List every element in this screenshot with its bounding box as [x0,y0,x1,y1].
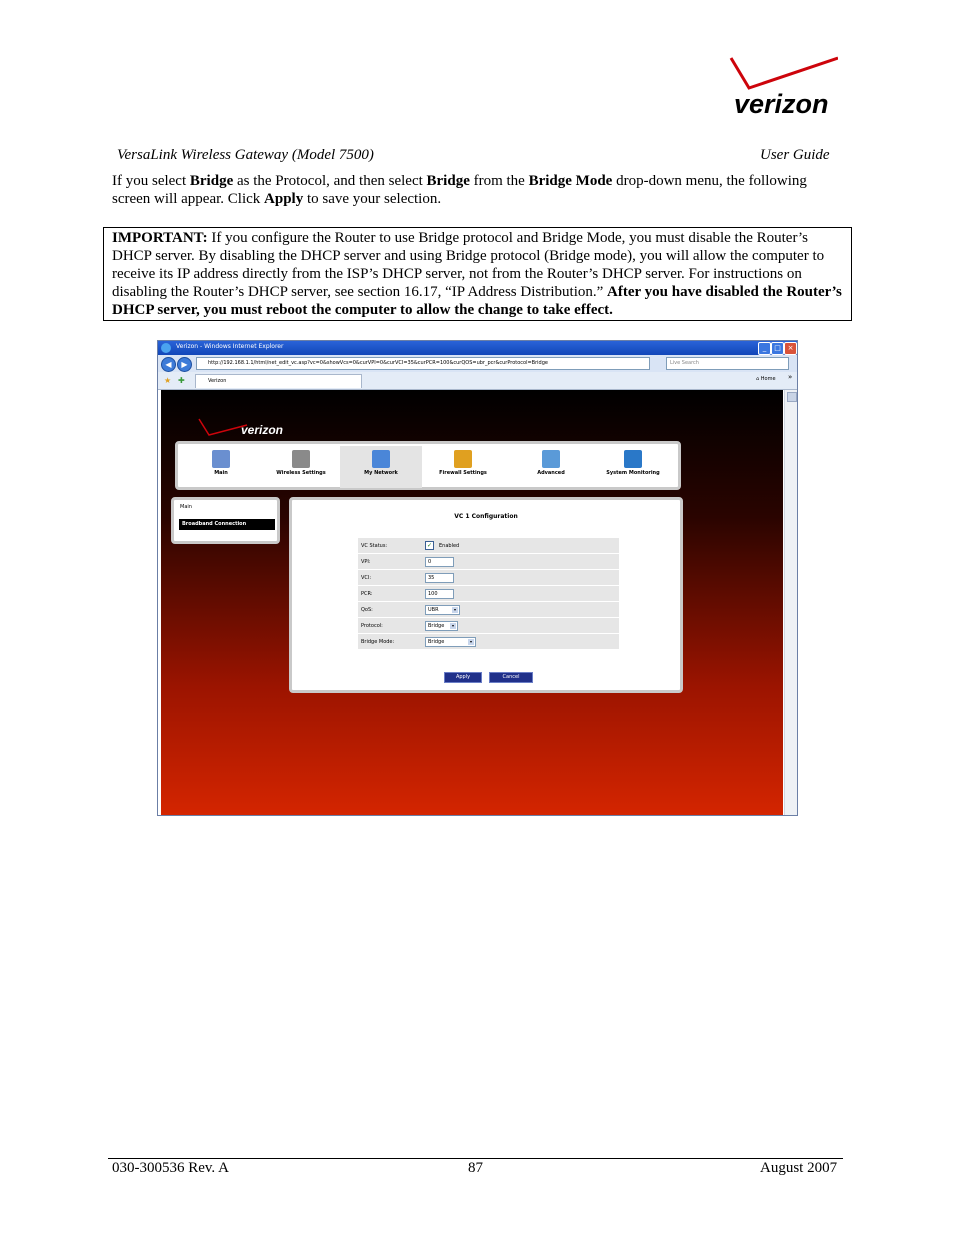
ie-icon [161,343,171,353]
vpi-input[interactable]: 0 [425,557,454,567]
protocol-select[interactable]: Bridge ▾ [425,621,458,631]
monitoring-icon [624,450,642,468]
important-label: IMPORTANT: [112,230,208,246]
config-panel [289,497,683,693]
scroll-up-icon[interactable] [787,392,797,402]
chevron-down-icon: ▾ [453,607,456,612]
row-bridge-mode: Bridge Mode: Bridge ▾ [358,634,619,650]
qos-select[interactable]: UBR ▾ [425,605,460,615]
apply-button[interactable]: Apply [444,672,482,683]
nav-advanced[interactable]: Advanced [510,446,592,488]
doc-title: VersaLink Wireless Gateway (Model 7500) [117,147,374,163]
forward-icon[interactable]: ▶ [177,357,192,372]
search-input[interactable]: Live Search [666,357,789,370]
logo-text: verizon [734,89,829,119]
nav-system-monitoring[interactable]: System Monitoring [592,446,674,488]
tab-verizon[interactable]: Verizon [195,374,362,388]
bridge-mode-select[interactable]: Bridge ▾ [425,637,476,647]
toolbar-overflow-icon[interactable]: » [788,373,793,381]
browser-screenshot [157,340,798,816]
page-content [161,390,783,815]
left-menu [171,497,280,544]
row-qos: QoS: UBR ▾ [358,602,619,618]
router-verizon-logo [197,417,297,439]
add-favorite-icon[interactable]: ✚ [178,376,185,385]
chevron-down-icon: ▾ [451,623,454,628]
home-button[interactable]: ⌂ Home [756,376,776,382]
network-icon [372,450,390,468]
window-title: Verizon - Windows Internet Explorer [176,343,284,350]
cancel-button[interactable]: Cancel [489,672,533,683]
row-protocol: Protocol: Bridge ▾ [358,618,619,634]
config-title: VC 1 Configuration [454,513,518,520]
doc-date: August 2007 [760,1160,838,1176]
nav-my-network[interactable]: My Network [340,446,422,488]
left-menu-broadband-connection[interactable]: Broadband Connection [179,519,275,530]
left-menu-main[interactable]: Main [180,504,192,510]
main-nav [175,441,681,490]
vc-status-checkbox[interactable]: ✓ [426,542,433,549]
row-vpi: VPI: 0 [358,554,619,570]
svg-text:verizon: verizon [241,423,284,437]
row-vci: VCI: 35 [358,570,619,586]
doc-number: 030-300536 Rev. A [112,1160,229,1176]
tab-row [158,372,797,390]
important-note: IMPORTANT: If you configure the Router to use Bridge protocol and Bridge Mode, you must disable the Router’s DHCP server. By disabling the DHCP server and using Bridge protocol (Bridge mode), you will allow the computer to receive its IP address directly from the ISP’s DHCP server, not from the Router’s DHCP server. For instructions on disabling the Router’s DHCP server, see section 16.17, “IP Address Distribution.” After you have disabled the Router’s DHCP server, you must reboot the computer to allow the change to take effect. [103,227,852,321]
vci-input[interactable]: 35 [425,573,454,583]
main-icon [212,450,230,468]
row-pcr: PCR: 100 [358,586,619,602]
footer-rule [108,1158,843,1159]
address-bar[interactable]: http://192.168.1.1/html/net_edit_vc.asp?vc=0&showVcs=0&curVPI=0&curVCI=35&curPCR=100&curQOS=ubr_pcr&curProtocol=Bridge [196,357,650,370]
maximize-icon[interactable]: □ [771,342,784,355]
back-icon[interactable]: ◀ [161,357,176,372]
scrollbar[interactable] [784,390,797,815]
doc-type: User Guide [760,147,830,163]
page-number: 87 [468,1160,483,1176]
close-icon[interactable]: × [784,342,797,355]
pcr-input[interactable]: 100 [425,589,454,599]
home-icon: ⌂ [756,376,761,382]
window-titlebar [158,341,797,355]
nav-firewall-settings[interactable]: Firewall Settings [422,446,504,488]
nav-main[interactable]: Main [180,446,262,488]
row-vc-status: VC Status: ✓ Enabled [358,538,619,554]
address-row [158,355,797,372]
advanced-icon [542,450,560,468]
nav-wireless-settings[interactable]: Wireless Settings [260,446,342,488]
favorites-star-icon[interactable]: ★ [164,376,172,385]
wireless-icon [292,450,310,468]
firewall-icon [454,450,472,468]
minimize-icon[interactable]: _ [758,342,771,355]
verizon-logo [726,55,838,121]
intro-paragraph: If you select Bridge as the Protocol, and then select Bridge from the Bridge Mode drop-down menu, the following screen will appear. Click Apply to save your selection. [112,173,807,207]
chevron-down-icon: ▾ [469,639,472,644]
